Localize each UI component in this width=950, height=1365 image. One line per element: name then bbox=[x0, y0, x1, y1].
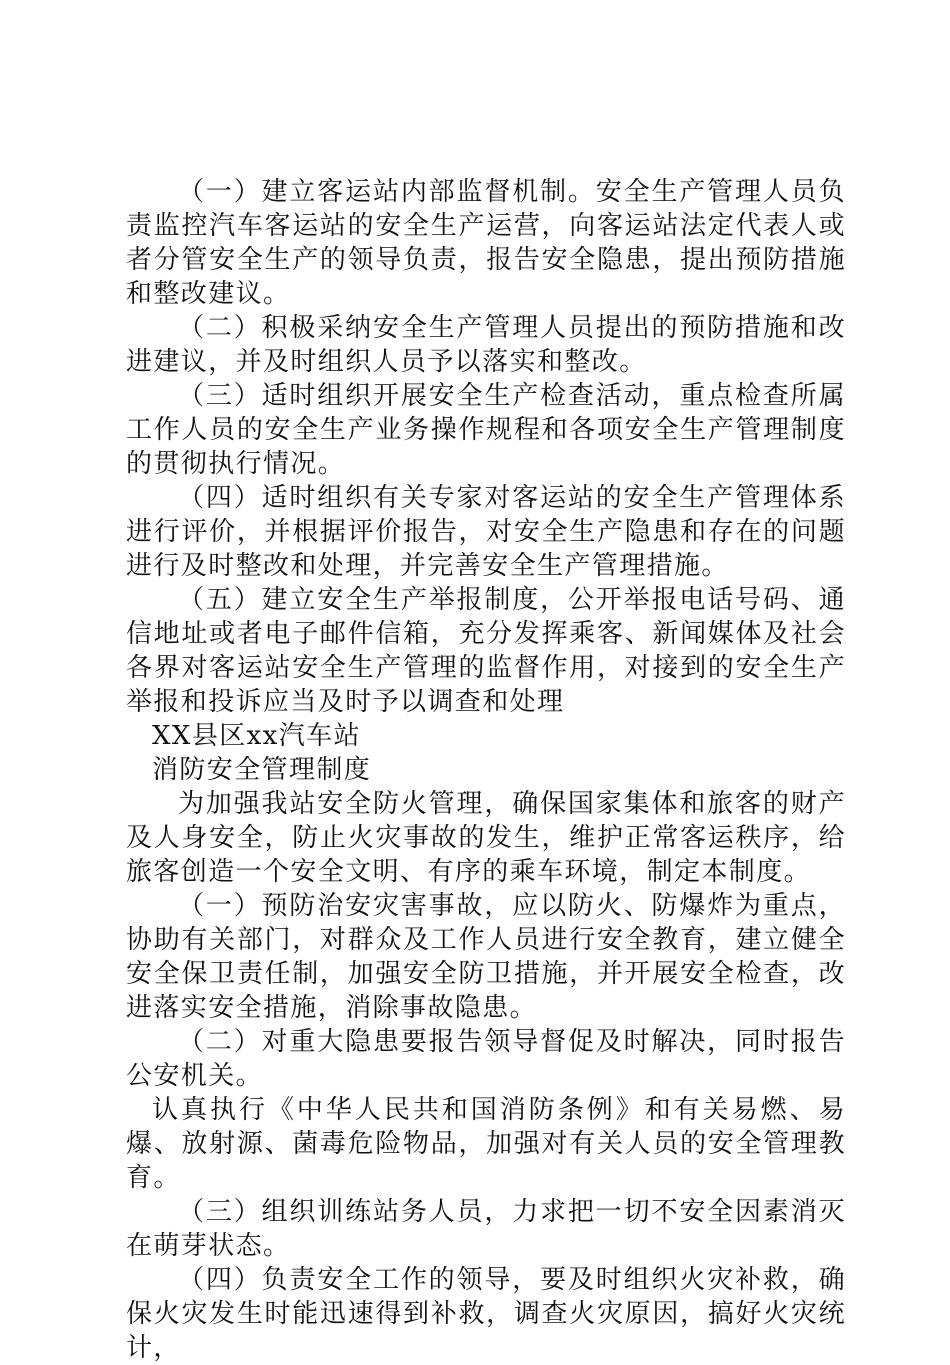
document-body bbox=[126, 175, 846, 1365]
paragraph-7: （一）预防治安灾害事故，应以防火、防爆炸为重点，协助有关部门，对群众及工作人员进行安全教育，建立健全安全保卫责任制，加强安全防卫措施，并开展安全检查，改进落实安全措施，消除事故隐患。 bbox=[126, 891, 846, 1023]
paragraph-6: 为加强我站安全防火管理，确保国家集体和旅客的财产及人身安全，防止火灾事故的发生，维护正常客运秩序，给旅客创造一个安全文明、有序的乘车环境，制定本制度。 bbox=[126, 789, 846, 887]
paragraph-2: （二）积极采纳安全生产管理人员提出的预防措施和改进建议，并及时组织人员予以落实和整改。 bbox=[126, 313, 846, 377]
paragraph-8: （二）对重大隐患要报告领导督促及时解决，同时报告公安机关。 bbox=[126, 1027, 846, 1091]
paragraph-3: （三）适时组织开展安全生产检查活动，重点检查所属工作人员的安全生产业务操作规程和各项安全生产管理制度的贯彻执行情况。 bbox=[126, 381, 846, 479]
paragraph-4: （四）适时组织有关专家对客运站的安全生产管理体系进行评价，并根据评价报告，对安全生产隐患和存在的问题进行及时整改和处理，并完善安全生产管理措施。 bbox=[126, 483, 846, 581]
paragraph-1: （一）建立客运站内部监督机制。安全生产管理人员负责监控汽车客运站的安全生产运营，向客运站法定代表人或者分管安全生产的领导负责，报告安全隐患，提出预防措施和整改建议。 bbox=[126, 177, 846, 309]
paragraph-5: （五）建立安全生产举报制度，公开举报电话号码、通信地址或者电子邮件信箱，充分发挥乘客、新闻媒体及社会各界对客运站安全生产管理的监督作用，对接到的安全生产举报和投诉应当及时予以调查和处理 bbox=[126, 585, 846, 717]
paragraph-11: （四）负责安全工作的领导，要及时组织火灾补救，确保火灾发生时能迅速得到补救，调查火灾原因，搞好火灾统计， bbox=[126, 1265, 846, 1363]
paragraph-9: 认真执行《中华人民共和国消防条例》和有关易燃、易爆、放射源、菌毒危险物品，加强对有关人员的安全管理教育。 bbox=[126, 1095, 846, 1193]
station-name: XX县区xx汽车站 bbox=[152, 721, 361, 751]
paragraph-10: （三）组织训练站务人员，力求把一切不安全因素消灭在萌芽状态。 bbox=[126, 1197, 846, 1261]
section-title: 消防安全管理制度 bbox=[152, 755, 372, 785]
